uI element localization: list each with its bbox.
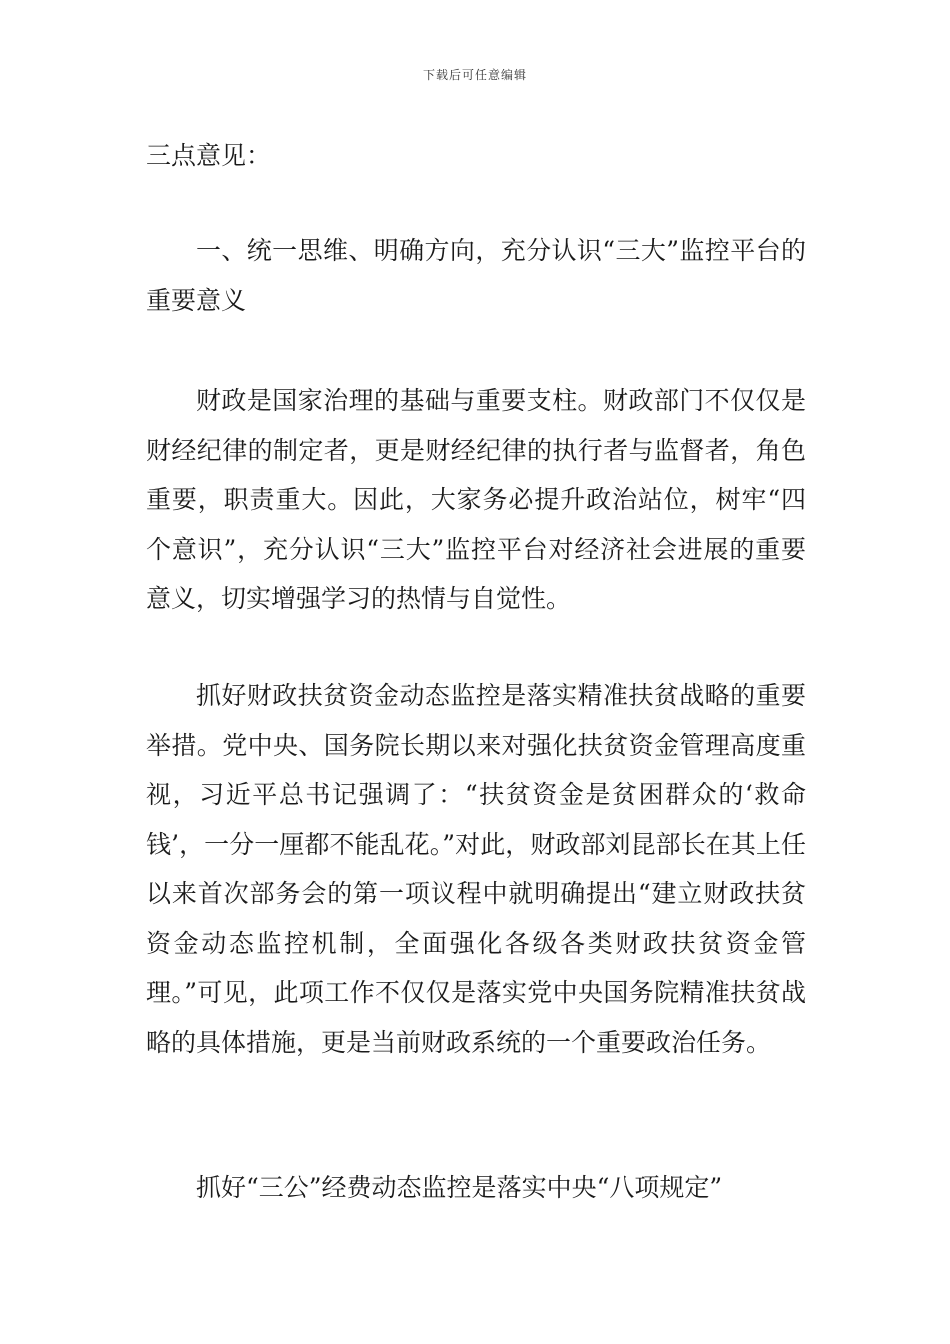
- page-header: 下载后可任意编辑: [422, 68, 527, 82]
- paragraph-three-public-expenses: 抓好“三公”经费动态监控是落实中央“八项规定”: [196, 1173, 723, 1202]
- paragraph-poverty-funds: 抓好财政扶贫资金动态监控是落实精准扶贫战略的重要举措。党中央、国务院长期以来对强化扶贫资金管理高度重视，习近平总书记强调了：“扶贫资金是贫困群众的‘救命钱’，一分一厘都不能乱花。”对此，财政部刘昆部长在其上任以来首次部务会的第一项议程中就明确提出“建立财政扶贫资金动态监控机制，全面强化各级各类财政扶贫资金管理。”可见，此项工作不仅仅是落实党中央国务院精准扶贫战略的具体措施，更是当前财政系统的一个重要政治任务。: [146, 681, 806, 1057]
- paragraph-section-heading: 一、统一思维、明确方向，充分认识“三大”监控平台的重要意义: [146, 236, 806, 315]
- opening-line: 三点意见：: [146, 141, 272, 170]
- paragraph-finance-role: 财政是国家治理的基础与重要支柱。财政部门不仅仅是财经纪律的制定者，更是财经纪律的执行者与监督者，角色重要，职责重大。因此，大家务必提升政治站位，树牢“四个意识”，充分认识“三大”监控平台对经济社会进展的重要意义，切实增强学习的热情与自觉性。: [146, 386, 806, 613]
